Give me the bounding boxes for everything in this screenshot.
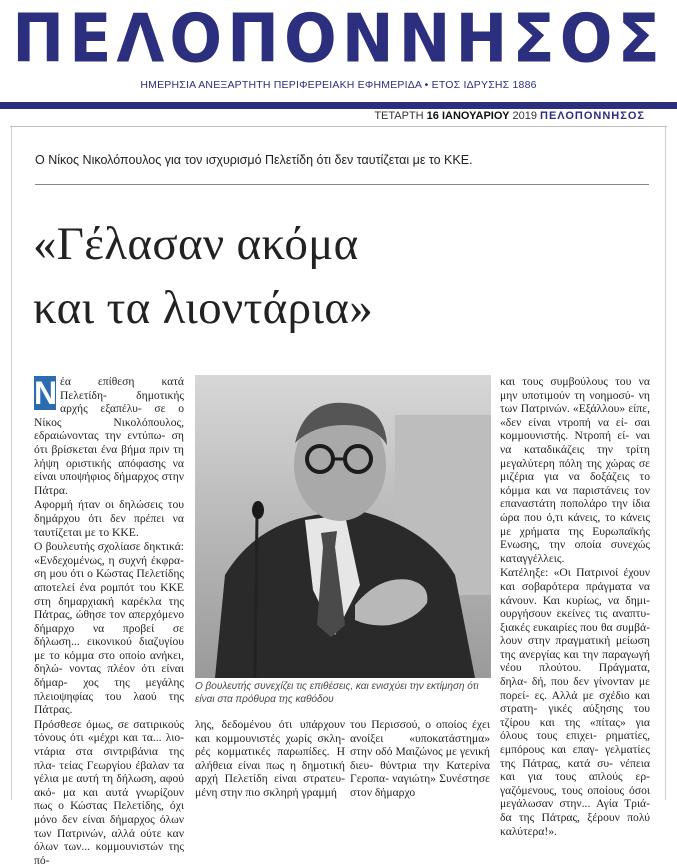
article-column-4 (500, 375, 650, 839)
dateline-paper-name: ΠΕΛΟΠΟΝΝΗΣΟΣ (540, 110, 645, 122)
masthead (0, 0, 677, 103)
dateline (374, 110, 645, 122)
paragraph: Πρόσθεσε όμως, σε σατιρικούς τόνους ότι «μέχρι και τα... λιο- ντάρια στα σιντριβάνια της πλα- τείας Γεωργίου έβαλαν τα γέλια με αυτή τη δήλωση, αφού ακό- μα και αυτά γνωρίζουν πως ο Κώστας Πελετίδης, όχι μόνο δεν είναι δήμαρχος όλων των Πατρινών, αλλά ούτε καν όλων των... κομμουνιστών της πό- (34, 717, 184, 867)
article-column-3 (350, 718, 490, 801)
drop-cap: Ν (34, 375, 58, 411)
paragraph: και τους συμβούλους του να μην υποτιμούν τη νοημοσύ- νη των Πατρινών. «Εξάλλου» είπε, «δεν είναι ντροπή να εί- σαι κομμουνιστής. Ντροπή εί- ναι να καταδικάζεις την τρίτη μεγαλύτερη πόλη της χώρας σε μιζέρια για να δοξάζεις το κόμμα και να παριστάνεις τον επαναστάτη ποπολάρο την ίδια ώρα που ό,τι κάνεις, το κάνεις με χρήματα της Ευρωπαϊκής Ενωσης, την οποία συνεχώς καταγγέλλεις. (500, 375, 650, 565)
page-header-rule (10, 126, 667, 127)
frame-left-rule (11, 127, 12, 800)
photo-caption: Ο βουλευτής συνεχίζει τις επιθέσεις, και ενισχύει την εκτίμηση ότι είναι στα πρόθυρα της καθόδου (195, 681, 479, 705)
paragraph: του Περισσού, ο οποίος έχει ανοίξει «υποκατάστημα» στην οδό Μαιζώνος με γενική διευ- θύντρια την Κατερίνα Γεροπα- ναγιώτη» Συνέστησε στον δήμαρχο (350, 718, 490, 799)
paragraph: λης, δεδομένου ότι υπάρχουν και κομμουνιστές χωρίς σκλη- ρές κομματικές παρωπίδες. Η αλήθεια είναι πως η δημοτική αρχή Πελετίδη είναι στρατευ- μένη στην πιο σκληρή γραμμή (195, 718, 345, 799)
article-column-2 (195, 718, 345, 801)
frame-right-rule (665, 127, 666, 800)
article-subhead: Ο Νίκος Νικολόπουλος για τον ισχυρισμό Πελετίδη ότι δεν ταυτίζεται με το ΚΚΕ. (35, 153, 473, 167)
newspaper-tagline: ΗΜΕΡΗΣΙΑ ΑΝΕΞΑΡΤΗΤΗ ΠΕΡΙΦΕΡΕΙΑΚΗ ΕΦΗΜΕΡΙΔΑ • ΕΤΟΣ ΙΔΡΥΣΗΣ 1886 (140, 79, 537, 91)
headline-line-2: και τα λιοντάρια» (33, 282, 373, 334)
paragraph: Αφορμή ήταν οι δηλώσεις του δημάρχου ότι δεν πρέπει να ταυτίζεται με το ΚΚΕ. (34, 498, 184, 539)
photo-illustration (195, 375, 491, 678)
headline-line-1: «Γέλασαν ακόμα (33, 218, 359, 270)
newspaper-logo: ΠΕΛΟΠΟΝΝΗΣΟΣ (12, 0, 665, 78)
dateline-weekday: ΤΕΤΑΡΤΗ (374, 110, 424, 122)
subhead-rule (35, 184, 649, 185)
masthead-rule (0, 102, 677, 109)
article-headline (33, 212, 653, 340)
politician-photo (195, 375, 491, 678)
dateline-date: 16 ΙΑΝΟΥΑΡΙΟΥ (426, 110, 510, 122)
article-column-1 (34, 375, 184, 868)
paragraph: Ν έα επίθεση κατά Πελετίδη- δημοτικής αρχής εξαπέλυ- σε ο Νίκος Νικολόπουλος, εδραιώνοντας την εντύπω- ση ότι βρίσκεται ένα βήμα πριν τη λήψη οριστικής απόφασης να είναι υποψήφιος δήμαρχος στην Πάτρα. (34, 375, 184, 497)
paragraph: Ο βουλευτής σχολίασε δηκτικά: «Ενδεχομένως, η συχνή έκφρα- ση μου ότι ο Κώστας Πελετίδης αποτελεί ένα ρομπότ του ΚΚΕ στη δημαρχιακή καρέκλα της Πάτρας, ώθησε τον απερχόμενο δήμαρχο να προβεί σε δήλωση... εικονικού διαζυγίου με το κόμμα στο οποίο ανήκει, δηλώ- νοντας πλέον ότι είναι δήμαρ- χος της μεγάλης πλειοψηφίας του λαού της Πάτρας. (34, 540, 184, 717)
paragraph: Κατέληξε: «Οι Πατρινοί έχουν και σοβαρότερα πράγματα να κάνουν. Και κυρίως, να δημι- ουργήσουν εκείνες τις αναπτυ- ξιακές ευκαιρίες που θα συμβά- λουν στην πραγματική μείωση της ανεργίας και την παραγωγή νέου πλούτου. Πράγματα, δηλα- δή, που δεν γίνονταν με πορεί- ες. Αλλά με σχέδιο και στρατη- γικές αύξησης του τζίρου και της «πίτας» για όλους τους επιχει- ρηματίες, εμπόρους και επαγ- γελματίες της Πάτρας, κατά συ- νέπεια και για τους απλούς ερ- γαζόμενους, τους οποίους όσοι μεγάλωσαν στην... Αγία Τριά- δα της Πάτρας, ξέρουν πολύ καλύτερα!». (500, 566, 650, 838)
dateline-year: 2019 (512, 110, 537, 122)
